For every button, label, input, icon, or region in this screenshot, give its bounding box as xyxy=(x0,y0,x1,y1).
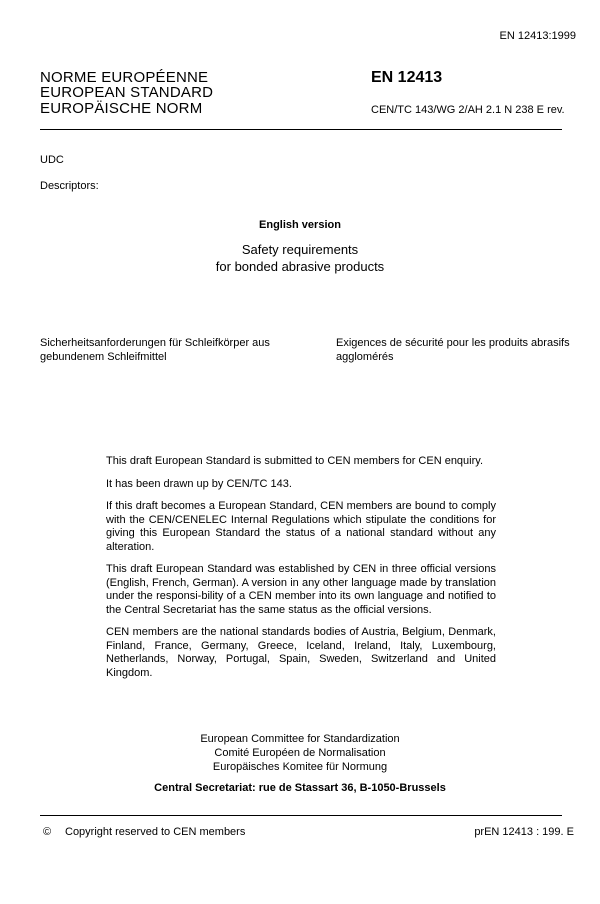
title-french: Exigences de sécurité pour les produits abrasifs agglomérés xyxy=(336,337,570,363)
norm-title-french: NORME EUROPÉENNE xyxy=(40,69,209,86)
copyright-notice: Copyright reserved to CEN members xyxy=(65,826,246,838)
notice-paragraph: If this draft becomes a European Standard, CEN members are bound to comply with the CEN/CENELEC Internal Regulations which stipulate the conditions for giving this European Standard the status of a national standard without any alteration. xyxy=(106,500,496,553)
copyright-icon: © xyxy=(43,826,52,838)
committee-name-english: European Committee for Standardization xyxy=(200,733,400,745)
document-title xyxy=(0,241,600,275)
notice-paragraph: This draft European Standard was established by CEN in three official versions (English, French, German). A version in any other language made by translation under the responsi-bility of a CEN member into its own language and notified to the Central Secretariat has the same status as the official versions. xyxy=(106,563,496,616)
standard-number: EN 12413 xyxy=(371,69,443,86)
committee-names xyxy=(0,732,600,774)
notice-paragraph: It has been drawn up by CEN/TC 143. xyxy=(106,477,292,490)
title-line-1: Safety requirements xyxy=(241,242,359,257)
committee-reference: CEN/TC 143/WG 2/AH 2.1 N 238 E rev. xyxy=(371,104,565,116)
udc-label: UDC xyxy=(40,154,64,166)
enquiry-notice xyxy=(106,455,496,689)
norm-title-english: EUROPEAN STANDARD xyxy=(40,84,214,101)
notice-paragraph: CEN members are the national standards bodies of Austria, Belgium, Denmark, Finland, France, Germany, Greece, Iceland, Ireland, Italy, Luxembourg, Netherlands, Norway, Portugal, Spain, Sweden, Switzerland and United Kingdom. xyxy=(106,626,496,679)
footer-reference: prEN 12413 : 199. E xyxy=(474,826,574,838)
committee-name-french: Comité Européen de Normalisation xyxy=(214,747,386,759)
document-reference: EN 12413:1999 xyxy=(499,30,576,42)
descriptors-label: Descriptors: xyxy=(40,180,99,192)
committee-name-german: Europäisches Komitee für Normung xyxy=(212,761,388,773)
central-secretariat-address: Central Secretariat: rue de Stassart 36, B-1050-Brussels xyxy=(154,782,446,794)
title-line-2: for bonded abrasive products xyxy=(215,259,385,274)
language-version: English version xyxy=(259,219,341,231)
notice-paragraph: This draft European Standard is submitted to CEN members for CEN enquiry. xyxy=(106,455,484,467)
norm-title-german: EUROPÄISCHE NORM xyxy=(40,100,203,117)
header-divider xyxy=(40,129,562,130)
footer-divider xyxy=(40,815,562,816)
title-german: Sicherheitsanforderungen für Schleifkörper aus gebundenem Schleifmittel xyxy=(40,337,270,363)
